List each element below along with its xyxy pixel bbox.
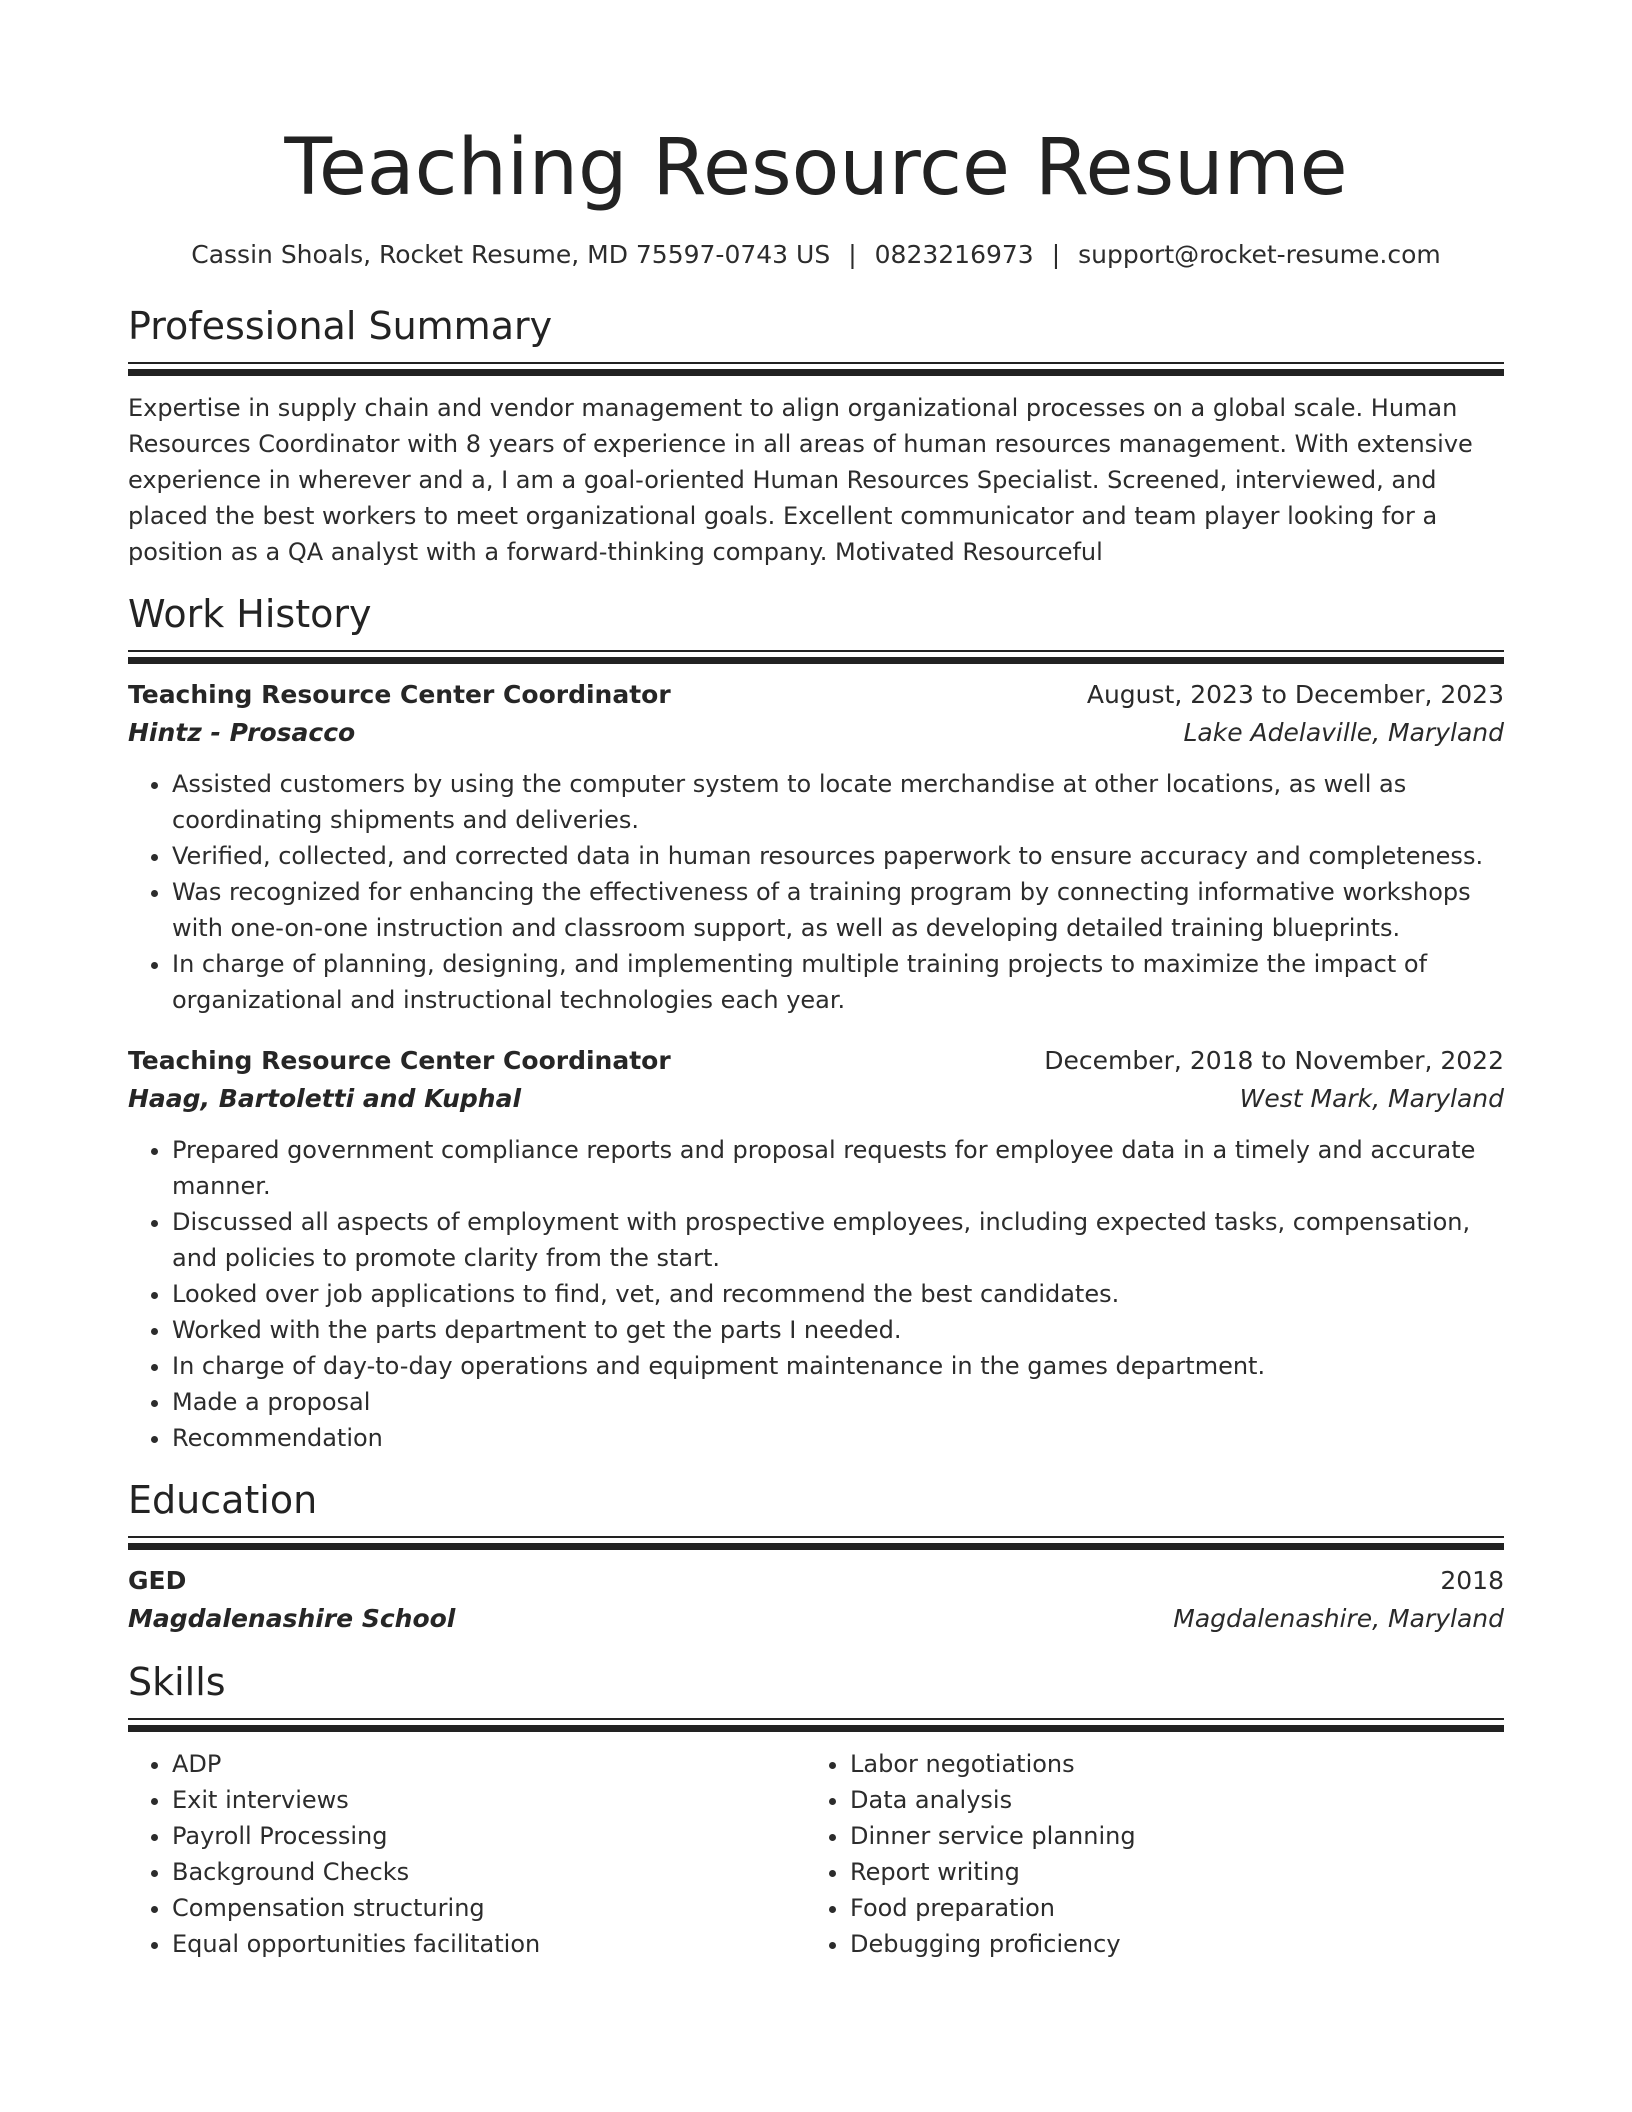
job-dates: August, 2023 to December, 2023 (1086, 680, 1504, 709)
education-entry (128, 1562, 1504, 1638)
list-item: • Verified, collected, and corrected data in human resources paperwork to ensure accuracy and completeness. (172, 838, 1504, 874)
skills-section (128, 1656, 1504, 1962)
skill-item: • Exit interviews (172, 1782, 806, 1818)
list-item: • Looked over job applications to find, vet, and recommend the best candidates. (172, 1276, 1504, 1312)
summary-heading: Professional Summary (128, 304, 553, 348)
summary-text: Expertise in supply chain and vendor management to align organizational processes on a global scale. Human Resources Coordinator with 8 years of experience in all areas of human resources management. With extensive experience in wherever and a, I am a goal-oriented Human Resources Specialist. Screened, interviewed, and placed the best workers to meet organizational goals. Excellent communicator and team player looking for a position as a QA analyst with a forward-thinking company. Motivated Resourceful (128, 394, 1473, 566)
skill-item: • Food preparation (850, 1890, 1484, 1926)
contact-phone: 0823216973 (874, 240, 1034, 269)
job-header-row (128, 676, 1504, 714)
skill-item: • Data analysis (850, 1782, 1484, 1818)
skill-item: • Report writing (850, 1854, 1484, 1890)
job-company: Haag, Bartoletti and Kuphal (128, 1084, 522, 1113)
job-entry (128, 676, 1504, 1018)
job-title: Teaching Resource Center Coordinator (128, 680, 671, 709)
contact-separator: | (1051, 240, 1061, 269)
skills-list-right (806, 1746, 1484, 1962)
list-item: • Recommendation (172, 1420, 1504, 1456)
work-history-heading: Work History (128, 592, 372, 636)
list-item: • In charge of day-to-day operations and equipment maintenance in the games department. (172, 1348, 1504, 1384)
contact-line (128, 238, 1504, 272)
contact-separator: | (848, 240, 857, 269)
job-entry (128, 1042, 1504, 1456)
list-item: • Worked with the parts department to get the parts I needed. (172, 1312, 1504, 1348)
education-school: Magdalenashire School (128, 1604, 456, 1633)
list-item: • Discussed all aspects of employment with prospective employees, including expected tasks, compensation, and policies to promote clarity from the start. (172, 1204, 1504, 1276)
skill-item: • Payroll Processing (172, 1818, 806, 1854)
job-bullets (128, 766, 1504, 1018)
job-bullets (128, 1132, 1504, 1456)
skill-item: • Equal opportunities facilitation (172, 1926, 806, 1962)
job-header-row (128, 1042, 1504, 1080)
job-location: West Mark, Maryland (1239, 1084, 1504, 1113)
job-dates: December, 2018 to November, 2022 (1044, 1046, 1504, 1075)
job-title: Teaching Resource Center Coordinator (128, 1046, 671, 1075)
section-divider (128, 1536, 1504, 1550)
contact-address: Cassin Shoals, Rocket Resume, MD 75597-0743 US (191, 240, 831, 269)
skills-heading: Skills (128, 1660, 226, 1704)
education-location: Magdalenashire, Maryland (1173, 1604, 1504, 1633)
skill-item: • Dinner service planning (850, 1818, 1484, 1854)
list-item: • Assisted customers by using the computer system to locate merchandise at other locations, as well as coordinating shipments and deliveries. (172, 766, 1504, 838)
resume-page (128, 118, 1504, 1962)
job-company: Hintz - Prosacco (128, 718, 356, 747)
education-degree: GED (128, 1566, 187, 1595)
section-divider (128, 650, 1504, 664)
list-item: • Prepared government compliance reports and proposal requests for employee data in a timely and accurate manner. (172, 1132, 1504, 1204)
contact-email: support@rocket-resume.com (1078, 240, 1441, 269)
education-school-row (128, 1600, 1504, 1638)
skill-item: • Compensation structuring (172, 1890, 806, 1926)
job-company-row (128, 1080, 1504, 1118)
skills-columns (128, 1746, 1504, 1962)
education-section (128, 1474, 1504, 1638)
skill-item: • Background Checks (172, 1854, 806, 1890)
education-year: 2018 (1440, 1566, 1504, 1595)
education-heading: Education (128, 1478, 318, 1522)
skills-list-left (128, 1746, 806, 1962)
section-divider (128, 362, 1504, 376)
job-location: Lake Adelaville, Maryland (1183, 718, 1504, 747)
skill-item: • Labor negotiations (850, 1746, 1484, 1782)
list-item: • In charge of planning, designing, and implementing multiple training projects to maximize the impact of organizational and instructional technologies each year. (172, 946, 1504, 1018)
education-header-row (128, 1562, 1504, 1600)
section-divider (128, 1718, 1504, 1732)
list-item: • Was recognized for enhancing the effectiveness of a training program by connecting informative workshops with one-on-one instruction and classroom support, as well as developing detailed training blueprints. (172, 874, 1504, 946)
summary-section (128, 300, 1504, 570)
skill-item: • Debugging proficiency (850, 1926, 1484, 1962)
page-title: Teaching Resource Resume (284, 123, 1348, 213)
work-history-section (128, 588, 1504, 1456)
skill-item: • ADP (172, 1746, 806, 1782)
job-company-row (128, 714, 1504, 752)
list-item: • Made a proposal (172, 1384, 1504, 1420)
